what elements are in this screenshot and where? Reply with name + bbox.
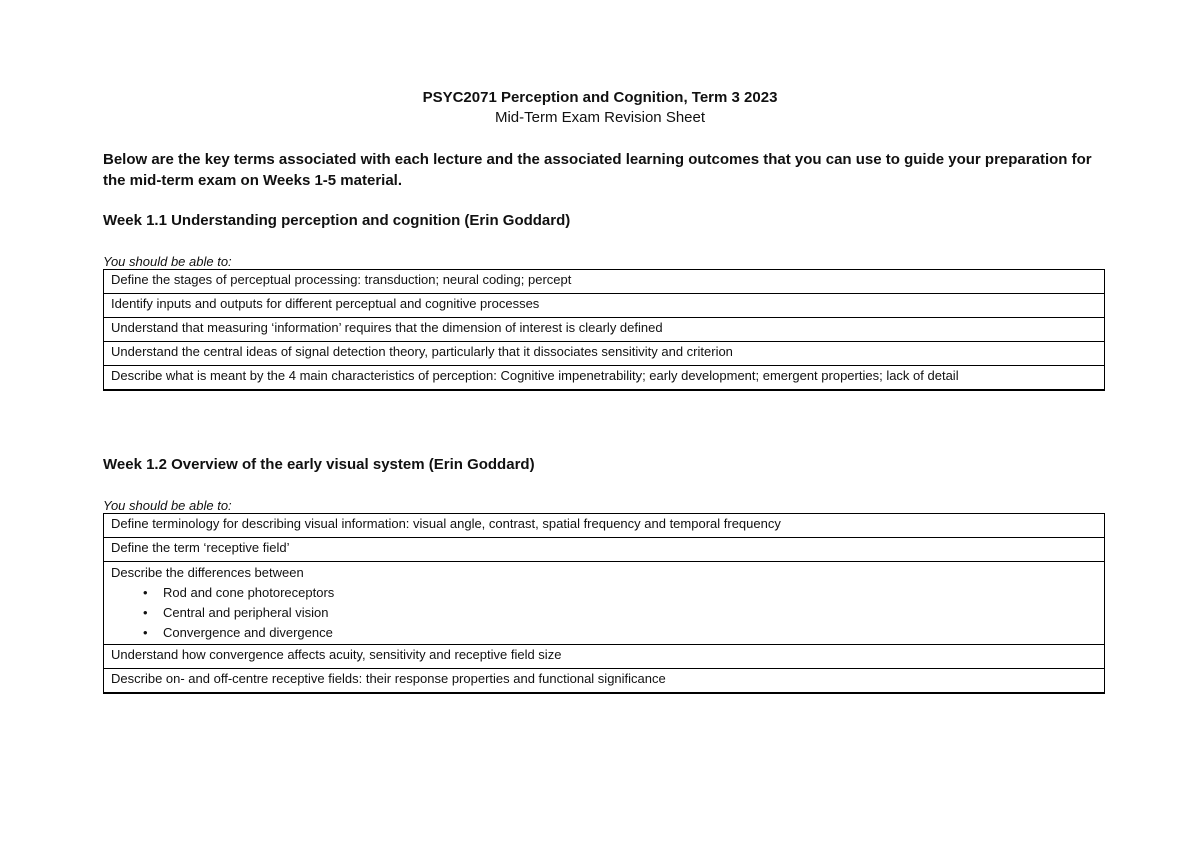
- table-row: [104, 538, 1105, 562]
- table-row: [104, 562, 1105, 645]
- table-row: [104, 514, 1105, 538]
- week-1-2-heading: Week 1.2 Overview of the early visual system (Erin Goddard): [103, 456, 535, 473]
- outcome-cell: Define the term ‘receptive field’: [104, 538, 1105, 562]
- list-item-text: Convergence and divergence: [163, 625, 333, 640]
- bullet-icon: •: [143, 625, 148, 640]
- table-row: [104, 270, 1105, 294]
- bullet-icon: •: [143, 585, 148, 600]
- outcome-cell: Identify inputs and outputs for different perceptual and cognitive processes: [104, 294, 1105, 318]
- week-1-2-able-label: You should be able to:: [103, 498, 232, 513]
- week-1-1-outcomes-table: [103, 269, 1105, 391]
- outcome-text: Describe the differences between: [111, 565, 304, 580]
- outcome-cell: Describe on- and off-centre receptive fields: their response properties and functional significance: [104, 669, 1105, 694]
- week-1-1-heading: Week 1.1 Understanding perception and cognition (Erin Goddard): [103, 212, 571, 229]
- bullet-icon: •: [143, 605, 148, 620]
- table-row: [104, 366, 1105, 391]
- list-item: [139, 583, 1097, 603]
- outcome-cell: Understand how convergence affects acuity, sensitivity and receptive field size: [104, 645, 1105, 669]
- week-1-1-able-label: You should be able to:: [103, 254, 232, 269]
- outcome-cell-with-list: [104, 562, 1105, 645]
- intro-paragraph: Below are the key terms associated with each lecture and the associated learning outcomes that you can use to guide your preparation for the mid-term exam on Weeks 1-5 material.: [103, 151, 1092, 189]
- document-title: PSYC2071 Perception and Cognition, Term 3 2023: [422, 89, 778, 106]
- outcome-cell: Define the stages of perceptual processing: transduction; neural coding; percept: [104, 270, 1105, 294]
- outcome-cell: Understand that measuring ‘information’ requires that the dimension of interest is clearly defined: [104, 318, 1105, 342]
- week-1-2-outcomes-table: [103, 513, 1105, 694]
- outcome-cell: Define terminology for describing visual information: visual angle, contrast, spatial frequency and temporal frequency: [104, 514, 1105, 538]
- table-row: [104, 645, 1105, 669]
- differences-list: [111, 583, 1097, 643]
- list-item: [139, 623, 1097, 643]
- table-row: [104, 318, 1105, 342]
- list-item-text: Rod and cone photoreceptors: [163, 585, 335, 600]
- outcome-cell: Describe what is meant by the 4 main characteristics of perception: Cognitive impenetrability; early development; emergent properties; lack of detail: [104, 366, 1105, 391]
- document-subtitle: Mid-Term Exam Revision Sheet: [494, 109, 706, 126]
- outcome-cell: Understand the central ideas of signal detection theory, particularly that it dissociates sensitivity and criterion: [104, 342, 1105, 366]
- table-row: [104, 294, 1105, 318]
- list-item: [139, 603, 1097, 623]
- list-item-text: Central and peripheral vision: [163, 605, 329, 620]
- table-row: [104, 669, 1105, 694]
- table-row: [104, 342, 1105, 366]
